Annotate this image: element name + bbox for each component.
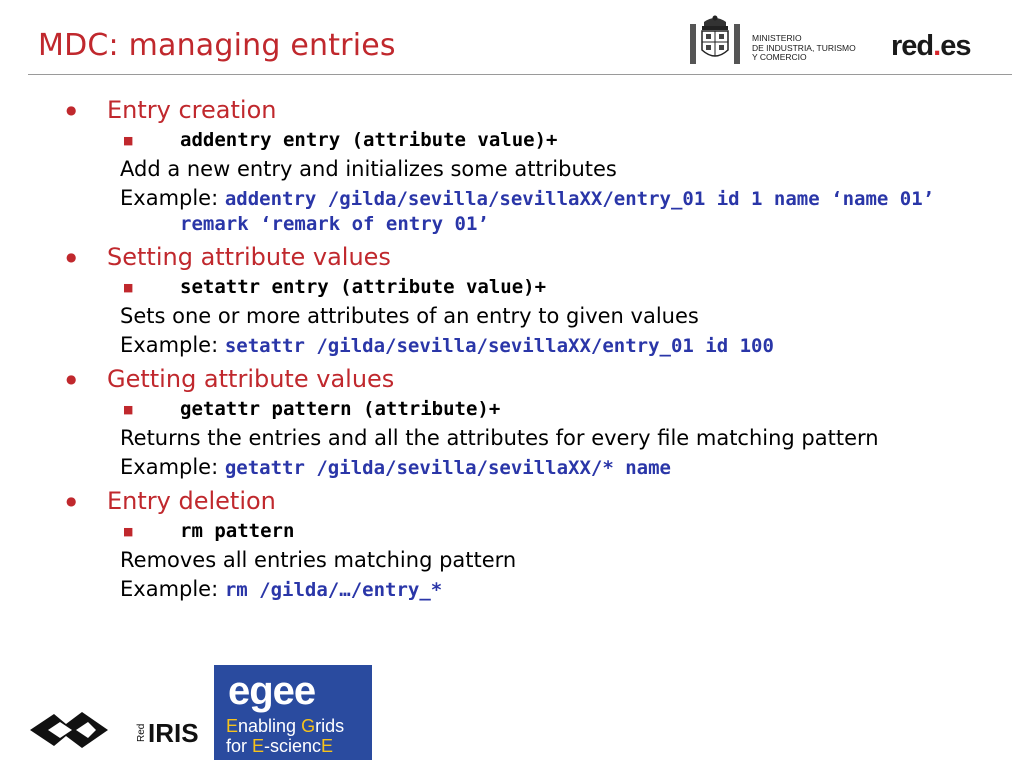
rediris-logo bbox=[26, 702, 199, 758]
bullet-icon: ● bbox=[66, 103, 77, 117]
square-bullet-icon: ■ bbox=[123, 281, 134, 294]
bullet-icon: ● bbox=[66, 372, 77, 386]
square-bullet-icon: ■ bbox=[123, 134, 134, 147]
square-bullet-icon: ■ bbox=[123, 525, 134, 538]
section-entry-creation bbox=[0, 94, 1024, 236]
rediris-big-text: IRIS bbox=[148, 718, 199, 748]
egee-tagline-1 bbox=[226, 716, 344, 736]
slide-content bbox=[0, 94, 1024, 607]
example-label: Example: bbox=[120, 333, 225, 357]
example-code: setattr /gilda/sevilla/sevillaXX/entry_01 id 100 bbox=[224, 335, 774, 357]
egee-text: rids bbox=[315, 716, 345, 736]
ministry-label bbox=[752, 34, 856, 63]
example-label: Example: bbox=[120, 186, 225, 210]
section-description: Add a new entry and initializes some attributes bbox=[120, 157, 617, 181]
command-syntax: rm pattern bbox=[180, 520, 295, 542]
egee-text: -scienc bbox=[264, 736, 322, 756]
egee-text: nabling bbox=[238, 716, 302, 736]
slide-title: MDC: managing entries bbox=[38, 28, 396, 63]
section-heading: Entry creation bbox=[107, 96, 277, 124]
section-getting-attribute-values bbox=[0, 363, 1024, 480]
command-row bbox=[0, 395, 1024, 426]
command-row bbox=[0, 517, 1024, 548]
egee-tagline-2 bbox=[226, 736, 333, 756]
red-es-logo-right: es bbox=[940, 30, 971, 62]
command-syntax: addentry entry (attribute value)+ bbox=[180, 129, 558, 151]
section-example bbox=[120, 455, 1010, 480]
section-example bbox=[120, 333, 1010, 358]
bullet-icon: ● bbox=[66, 250, 77, 264]
section-example bbox=[120, 577, 1010, 602]
command-row bbox=[0, 126, 1024, 157]
egee-highlight: E bbox=[321, 736, 334, 756]
bullet-icon: ● bbox=[66, 494, 77, 508]
egee-text: for bbox=[226, 736, 253, 756]
command-syntax: getattr pattern (attribute)+ bbox=[180, 398, 501, 420]
ministry-line-2: DE INDUSTRIA, TURISMO bbox=[752, 42, 856, 53]
command-row bbox=[0, 273, 1024, 304]
section-heading: Setting attribute values bbox=[107, 243, 391, 271]
egee-logo bbox=[214, 665, 372, 760]
section-example bbox=[120, 186, 1010, 236]
square-bullet-icon: ■ bbox=[123, 403, 134, 416]
ministry-line-1: MINISTERIO bbox=[752, 33, 802, 43]
egee-highlight: G bbox=[301, 716, 316, 736]
rediris-small-text: Red bbox=[136, 723, 147, 742]
red-es-logo bbox=[891, 30, 970, 63]
section-heading: Entry deletion bbox=[107, 487, 276, 515]
example-code: addentry /gilda/sevilla/sevillaXX/entry_01 id 1 name ‘name 01’ remark ‘remark of entry 01’ bbox=[180, 188, 935, 235]
example-code: rm /gilda/…/entry_* bbox=[224, 579, 443, 601]
title-divider bbox=[28, 74, 1012, 75]
section-heading: Getting attribute values bbox=[107, 365, 395, 393]
section-description: Returns the entries and all the attributes for every file matching pattern bbox=[120, 426, 879, 450]
section-setting-attribute-values bbox=[0, 241, 1024, 358]
command-syntax: setattr entry (attribute value)+ bbox=[180, 276, 547, 298]
egee-highlight: E bbox=[252, 736, 265, 756]
ministry-line-3: Y COMERCIO bbox=[752, 52, 807, 62]
section-description: Sets one or more attributes of an entry to given values bbox=[120, 304, 699, 328]
red-es-logo-left: red bbox=[891, 30, 934, 62]
spain-coat-of-arms-icon bbox=[686, 12, 744, 70]
egee-highlight: E bbox=[226, 716, 239, 736]
example-code: getattr /gilda/sevilla/sevillaXX/* name bbox=[224, 457, 671, 479]
section-description: Removes all entries matching pattern bbox=[120, 548, 517, 572]
section-entry-deletion bbox=[0, 485, 1024, 602]
red-es-logo-dot: . bbox=[933, 30, 941, 62]
example-label: Example: bbox=[120, 577, 225, 601]
egee-wordmark: egee bbox=[228, 669, 316, 713]
example-label: Example: bbox=[120, 455, 225, 479]
